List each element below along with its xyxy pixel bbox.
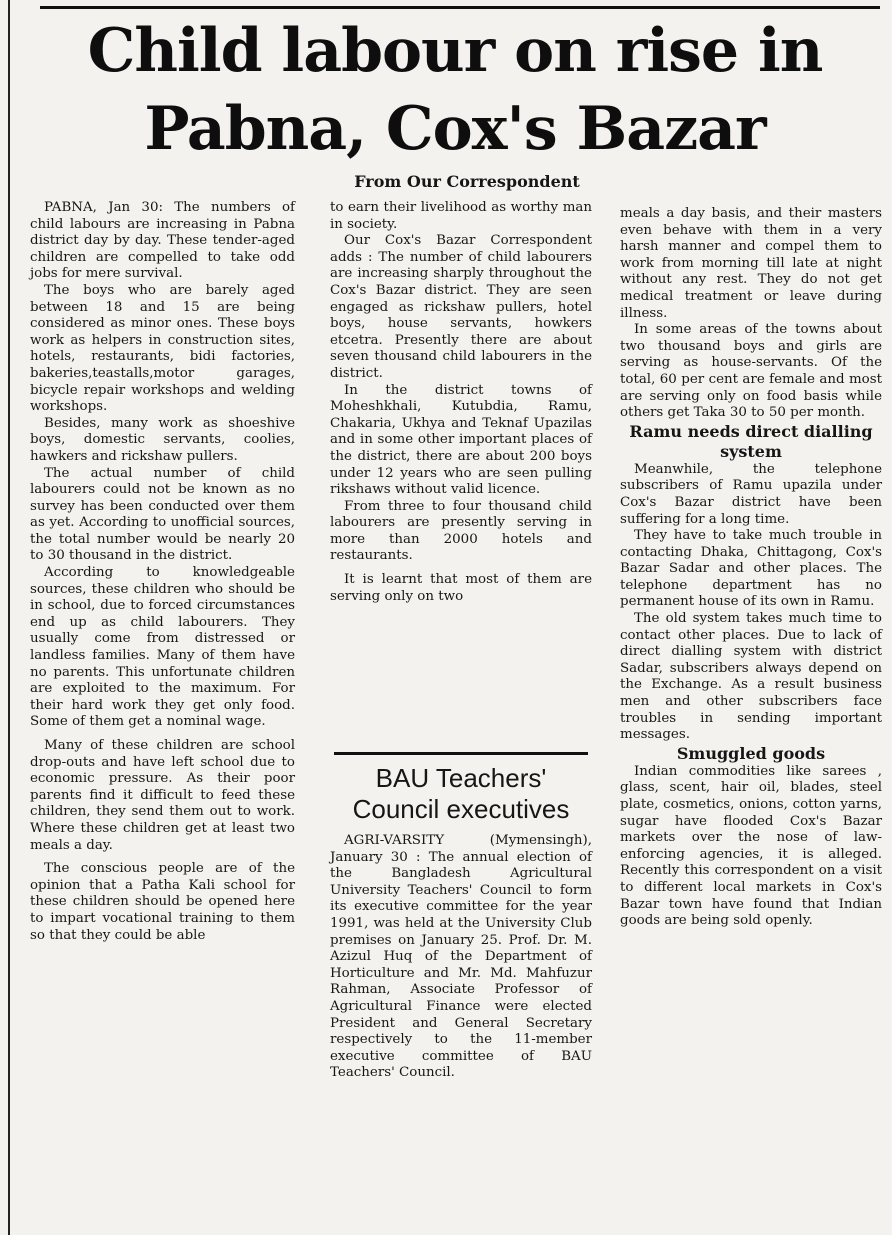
col2-paragraph: Our Cox's Bazar Correspondent adds : The number of child labourers are increasing sharply throughout the Cox's Bazar district. They are seen engaged as rickshaw pullers, hotel boys, house servants, howkers etcetra. Presently there are about seven thousand child labourers in the district. <box>330 233 592 381</box>
col1-paragraph: Besides, many work as shoeshive boys, domestic servants, coolies, hawkers and rickshaw pullers. <box>30 415 295 464</box>
col3-paragraph: meals a day basis, and their masters even behave with them in a very harsh manner and compel them to work from morning till late at night without any rest. They do not get medical treatment or leave during illness. <box>620 206 882 321</box>
col2-paragraph: From three to four thousand child labourers are presently serving in more than 2000 hotels and restaurants. <box>330 498 592 564</box>
top-rule <box>40 6 880 9</box>
smuggled-body: Indian commodities like sarees , glass, scent, hair oil, blades, steel plate, cosmetics, onions, cotton yarns, sugar have flooded Cox's Bazar markets over the nose of law-enforcing agencies, it is alleged. Recently this correspondent on a visit to different local markets in Cox's Bazar town have found that Indian goods are being sold openly. <box>620 763 882 929</box>
ramu-paragraph: They have to take much trouble in contacting Dhaka, Chittagong, Cox's Bazar Sadar and other places. The telephone department has no permanent house of its own in Ramu. <box>620 528 882 610</box>
col1-paragraph: According to knowledgeable sources, these children who should be in school, due to forced circumstances end up as child labourers. They usually come from distressed or landless families. Many of them have no parents. This unfortunate children are exploited to the maximum. For their hard work they get only food. Some of them get a nominal wage. <box>30 565 295 730</box>
ramu-paragraph: The old system takes much time to contact other places. Due to lack of direct dialling system with district Sadar, subscribers always depend on the Exchange. As a result business men and other subscribers face troubles in sending important messages. <box>620 611 882 743</box>
col2-paragraph: to earn their livelihood as worthy man in society. <box>330 200 592 232</box>
bau-body: AGRI-VARSITY (Mymensingh), January 30 : The annual election of the Bangladesh Agricultural University Teachers' Council to form its executive committee for the year 1991, was held at the University Club premises on January 25. Prof. Dr. M. Azizul Huq of the Department of Horticulture and Mr. Md. Mahfuzur Rahman, Associate Professor of Agricultural Finance were elected President and General Secretary respectively to the 11-member executive committee of BAU Teachers' Council. <box>330 833 592 1081</box>
column-3 <box>620 206 882 930</box>
column-1 <box>30 200 295 944</box>
col1-paragraph: PABNA, Jan 30: The numbers of child labours are increasing in Pabna district day by day. These tender-aged children are compelled to take odd jobs for mere survival. <box>30 200 295 282</box>
byline: From Our Correspondent <box>354 172 580 191</box>
col3-paragraph: In some areas of the towns about two thousand boys and girls are serving as house-servants. Of the total, 60 per cent are female and most are serving only on food basis while others get Taka 30 to 50 per month. <box>620 322 882 421</box>
column-2 <box>330 200 592 605</box>
smuggled-subhead: Smuggled goods <box>676 743 826 763</box>
ramu-paragraph: Meanwhile, the telephone subscribers of Ramu upazila under Cox's Bazar district have been suffering for a long time. <box>620 461 882 527</box>
col2-paragraph: In the district towns of Moheshkhali, Kutubdia, Ramu, Chakaria, Ukhya and Teknaf Upazilas and in some other important places of the district, there are about 200 boys under 12 years who are seen pulling rikshaws without valid licence. <box>330 382 592 498</box>
col1-paragraph: Many of these children are school drop-outs and have left school due to economic pressure. As their poor parents find it difficult to feed these children, they send them out to work. Where these children get at least two meals a day. <box>30 738 295 853</box>
col1-paragraph: The actual number of child labourers could not be known as no survey has been conducted over them as yet. According to unofficial sources, the total number would be nearly 20 to 30 thousand in the district. <box>30 465 295 564</box>
bau-article <box>330 742 592 1082</box>
ramu-subhead: Ramu needs direct dialling system <box>629 421 873 461</box>
article-divider <box>334 752 588 755</box>
bau-headline: BAU Teachers' Council executives <box>352 763 570 824</box>
col1-paragraph: The boys who are barely aged between 18 and 15 are being considered as minor ones. These boys work as helpers in construction sites, hotels, restaurants, bidi factories, bakeries,teastalls,motor garages, bicycle repair workshops and welding workshops. <box>30 282 295 415</box>
main-headline: Child labour on rise in Pabna, Cox's Bazar <box>87 16 823 164</box>
col1-paragraph: The conscious people are of the opinion that a Patha Kali school for these children should be opened here to impart vocational training to them so that they could be able <box>30 861 295 943</box>
col2-paragraph: It is learnt that most of them are serving only on two <box>330 572 592 604</box>
